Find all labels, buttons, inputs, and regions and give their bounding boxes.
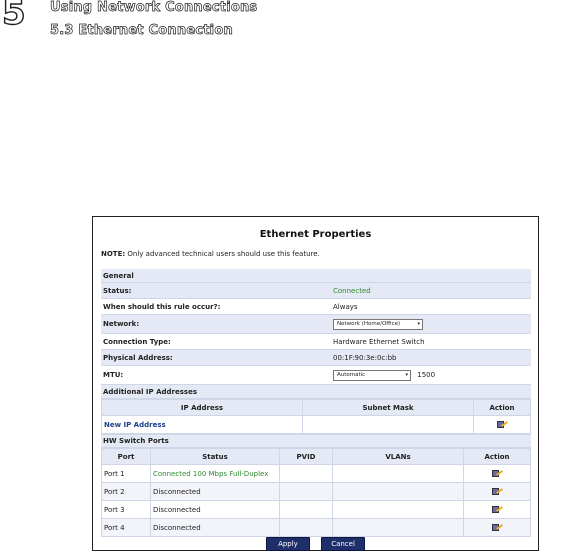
col-subnet-mask: Subnet Mask [303, 400, 474, 416]
col-status: Status [151, 449, 280, 465]
status-row [101, 283, 531, 299]
general-section-label: General [103, 271, 134, 280]
mtu-select-value: Automatic [337, 371, 366, 378]
rule-row [101, 299, 531, 315]
mtu-row [101, 366, 531, 385]
status-label: Status: [103, 286, 132, 295]
edit-icon[interactable] [492, 505, 502, 513]
chapter-title: Using Network Connections [50, 0, 258, 15]
port-name: Port 1 [102, 465, 151, 483]
network-row [101, 315, 531, 334]
apply-button[interactable]: Apply [266, 537, 310, 551]
port-status: Disconnected [151, 501, 280, 519]
network-select-value: Network (Home/Office) [337, 320, 401, 327]
physical-address-value: 00:1F:90:3e:0c:bb [333, 353, 397, 362]
new-ip-address-link[interactable]: New IP Address [104, 420, 166, 429]
rule-value: Always [333, 302, 358, 311]
dropdown-arrow-icon: ▾ [417, 320, 420, 327]
additional-ip-section-label: Additional IP Addresses [103, 387, 197, 396]
port-status: Disconnected [151, 519, 280, 537]
ip-address-table [101, 399, 531, 434]
rule-label: When should this rule occur?: [103, 302, 221, 311]
general-section-header [101, 269, 531, 283]
edit-icon[interactable] [492, 523, 502, 531]
physical-address-row [101, 350, 531, 366]
panel-title: Ethernet Properties [259, 229, 372, 240]
section-title: 5.3 Ethernet Connection [50, 23, 233, 38]
network-label: Network: [103, 320, 140, 328]
port-name: Port 4 [102, 519, 151, 537]
edit-icon[interactable] [492, 469, 502, 477]
status-value: Connected [333, 286, 371, 295]
properties-form [101, 269, 531, 537]
port-status: Connected 100 Mbps Full-Duplex [151, 465, 280, 483]
port-status: Disconnected [151, 483, 280, 501]
note-text [101, 250, 320, 258]
network-select[interactable] [333, 319, 423, 330]
table-row [102, 465, 531, 483]
edit-icon[interactable] [497, 420, 507, 428]
connection-type-label: Connection Type: [103, 337, 171, 346]
col-vlans: VLANs [333, 449, 464, 465]
mtu-value[interactable]: 1500 [417, 371, 436, 379]
col-port: Port [102, 449, 151, 465]
edit-icon[interactable] [492, 487, 502, 495]
chapter-number: 5 [2, 0, 26, 33]
cancel-button[interactable]: Cancel [321, 537, 365, 551]
connection-type-row [101, 334, 531, 350]
additional-ip-section-header [101, 385, 531, 399]
hw-ports-section-label: HW Switch Ports [103, 437, 169, 445]
mtu-label: MTU: [103, 371, 124, 379]
col-pvid: PVID [280, 449, 333, 465]
ethernet-properties-panel [92, 216, 539, 551]
button-bar [93, 531, 538, 551]
col-action: Action [474, 400, 531, 416]
col-action: Action [464, 449, 531, 465]
port-name: Port 2 [102, 483, 151, 501]
col-ip-address: IP Address [102, 400, 303, 416]
hw-ports-section-header [101, 434, 531, 448]
note-body: Only advanced technical users should use this feature. [125, 250, 320, 258]
connection-type-value: Hardware Ethernet Switch [333, 337, 425, 346]
table-row [102, 501, 531, 519]
port-name: Port 3 [102, 501, 151, 519]
mtu-select[interactable] [333, 370, 411, 381]
hw-ports-table [101, 448, 531, 537]
note-prefix: NOTE: [101, 250, 126, 258]
table-row [102, 483, 531, 501]
physical-address-label: Physical Address: [103, 353, 173, 362]
dropdown-arrow-icon: ▾ [405, 371, 408, 378]
